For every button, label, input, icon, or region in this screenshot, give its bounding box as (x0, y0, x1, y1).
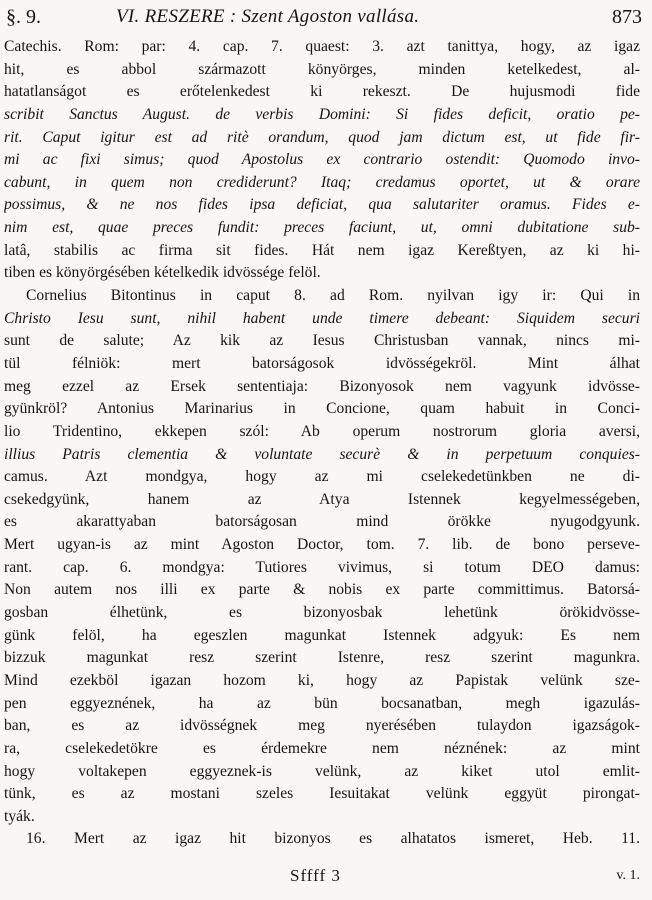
text-line: mi ac fixi simus; quod Apostolus ex contrario ostendit: Quomodo invo- (4, 151, 640, 169)
text-line: tünk, es az mostani szeles Iesuitakat velünk eggyüt pirongat- (4, 785, 640, 803)
text-line: tyák. (4, 807, 35, 825)
text-line: Mert ugyan-is az mint Agoston Doctor, tom. 7. lib. de bono perseve- (4, 536, 640, 554)
text-line: possimus, & ne nos fides ipsa deficiat, qua salutariter oramus. Fides e- (4, 196, 640, 214)
text-line: 16. Mert az igaz hit bizonyos es alhatatos ismeret, Heb. 11. (26, 830, 640, 848)
body-text (4, 36, 640, 851)
catchword: v. 1. (616, 868, 640, 883)
text-line: Non autem nos illi ex parte & nobis ex parte committimus. Batorsá- (4, 581, 640, 599)
text-line: illius Patris clementia & voluntate securè & in perpetuum conquies- (4, 445, 640, 463)
text-line: bizzuk magunkat resz szerint Istenre, resz szerint magunkra. (4, 649, 640, 667)
text-line: Christo Iesu sunt, nihil habent unde timere debeant: Siquidem securi (4, 309, 640, 327)
running-title: VI. RESZERE : Szent Agoston vallása. (116, 6, 420, 27)
text-line: hit, es abbol származott könyörges, minden ketelkedest, al- (4, 60, 640, 78)
text-line: csekedgyünk, hanem az Atya Istennek kegyelmességeben, (4, 490, 640, 508)
text-line: scribit Sanctus August. de verbis Domini: Si fides deficit, oratio pe- (4, 105, 640, 123)
text-line: gosban élhetünk, es bizonyosbak lehetünk örökidvösse- (4, 604, 640, 622)
page-number: 873 (612, 6, 642, 28)
text-line: cabunt, in quem non crediderunt? Itaq; credamus oportet, ut & orare (4, 173, 640, 191)
text-line: latâ, stabilis ac firma sit fides. Hát nem igaz Kereßtyen, az ki hi- (4, 241, 640, 259)
text-line: Catechis. Rom: par: 4. cap. 7. quaest: 3. azt tanittya, hogy, az igaz (4, 38, 640, 55)
text-line: tiben es könyörgésében kételkedik idvössége felöl. (4, 264, 321, 282)
running-header (6, 4, 646, 34)
text-line: es akarattyaban batorságosan mind örökke nyugodgyunk. (4, 513, 640, 531)
signature-mark: Sffff 3 (290, 866, 341, 885)
text-line: hogy voltakepen eggyeznek-is velünk, az kiket utol emlit- (4, 762, 640, 780)
text-line: Mind ezekböl igazan hozom ki, hogy az Papistak velünk sze- (4, 671, 640, 689)
text-line: nim est, quae preces fundit: preces faciunt, ut, omni dubitatione sub- (4, 219, 640, 237)
text-line: sunt de salute; Az kik az Iesus Christusban vannak, nincs mi- (4, 332, 640, 350)
text-line: hatatlanságot es erőtelenkedest ki rekeszt. De hujusmodi fide (4, 83, 640, 101)
text-line: rit. Caput igitur est ad ritè orandum, quod jam dictum est, ut fide fir- (4, 128, 640, 146)
section-number: §. 9. (6, 6, 41, 28)
text-line: meg ezzel az Ersek sententiaja: Bizonyosok nem vagyunk idvösse- (4, 377, 640, 395)
text-line: pen eggyeznének, ha az bün bocsanatban, megh igazulás- (4, 694, 640, 712)
text-line: gyünkröl? Antonius Marinarius in Concione, quam habuit in Conci- (4, 400, 640, 418)
text-line: lio Tridentino, ekkepen szól: Ab operum nostrorum gloria aversi, (4, 422, 640, 440)
text-line: rant. cap. 6. mondgya: Tutiores vivimus, si totum DEO damus: (4, 558, 640, 576)
text-line: Cornelius Bitontinus in caput 8. ad Rom. nyilvan igy ir: Qui in (26, 287, 640, 305)
text-line: camus. Azt mondgya, hogy az mi cselekedetünkben ne di- (4, 468, 640, 486)
text-line: tül félniök: mert batorságosok idvösségekröl. Mint álhat (4, 354, 640, 372)
page-footer (0, 866, 652, 896)
text-line: ra, cselekedetökre es érdemekre nem néznének: az mint (4, 739, 640, 757)
text-line: günk felöl, ha egeszlen magunkat Istennek adgyuk: Es nem (4, 626, 640, 644)
text-line: ban, es az idvösségnek meg nyerésében tulaydon igazságok- (4, 717, 640, 735)
